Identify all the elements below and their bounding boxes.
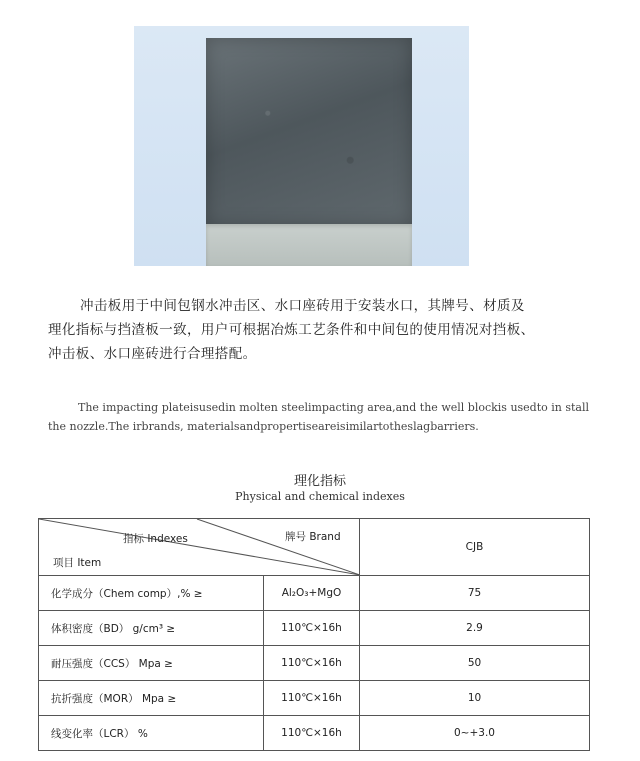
row-item: 抗折强度（MOR） Mpa ≥ (39, 681, 264, 716)
row-condition: Al₂O₃+MgO (264, 576, 360, 611)
table-row (39, 681, 590, 716)
row-item: 线变化率（LCR） % (39, 716, 264, 751)
row-value: 10 (360, 681, 590, 716)
row-value: 0~+3.0 (360, 716, 590, 751)
properties-table (38, 518, 590, 751)
row-item: 体积密度（BD） g/cm³ ≥ (39, 611, 264, 646)
diagonal-header-cell (39, 519, 360, 576)
row-condition: 110℃×16h (264, 681, 360, 716)
intro-cn-line: 冲击板用于中间包钢水冲击区、水口座砖用于安装水口，其牌号、材质及 (80, 298, 525, 314)
row-condition: 110℃×16h (264, 611, 360, 646)
table-row (39, 716, 590, 751)
table-subtitle: Physical and chemical indexes (235, 490, 405, 503)
block-front-face (206, 224, 412, 266)
table-row (39, 646, 590, 681)
block-top-face (206, 38, 412, 226)
row-condition: 110℃×16h (264, 646, 360, 681)
row-item: 化学成分（Chem comp）,% ≥ (39, 576, 264, 611)
table-title: 理化指标 (293, 474, 346, 489)
product-photo (134, 26, 469, 266)
row-value: 75 (360, 576, 590, 611)
table-row (39, 576, 590, 611)
header-grade-cjb: CJB (360, 519, 590, 576)
row-item: 耐压强度（CCS） Mpa ≥ (39, 646, 264, 681)
intro-en-line: the nozzle.The irbrands, materialsandpropertiseareisimilartotheslagbarriers. (48, 420, 479, 433)
table-row (39, 611, 590, 646)
row-value: 50 (360, 646, 590, 681)
intro-english (48, 398, 608, 436)
row-value: 2.9 (360, 611, 590, 646)
intro-cn-line: 冲击板、水口座砖进行合理搭配。 (48, 346, 257, 362)
header-item-label: 项目 Item (53, 557, 102, 569)
intro-cn-line: 理化指标与挡渣板一致，用户可根据冶炼工艺条件和中间包的使用情况对挡板、 (48, 322, 535, 338)
intro-chinese (48, 294, 596, 366)
row-condition: 110℃×16h (264, 716, 360, 751)
header-indexes-label: 指标 Indexes (123, 533, 188, 545)
intro-en-line: The impacting plateisusedin molten steelimpacting area,and the well blockis usedto in stall (78, 401, 590, 414)
header-brand-label: 牌号 Brand (285, 531, 341, 543)
